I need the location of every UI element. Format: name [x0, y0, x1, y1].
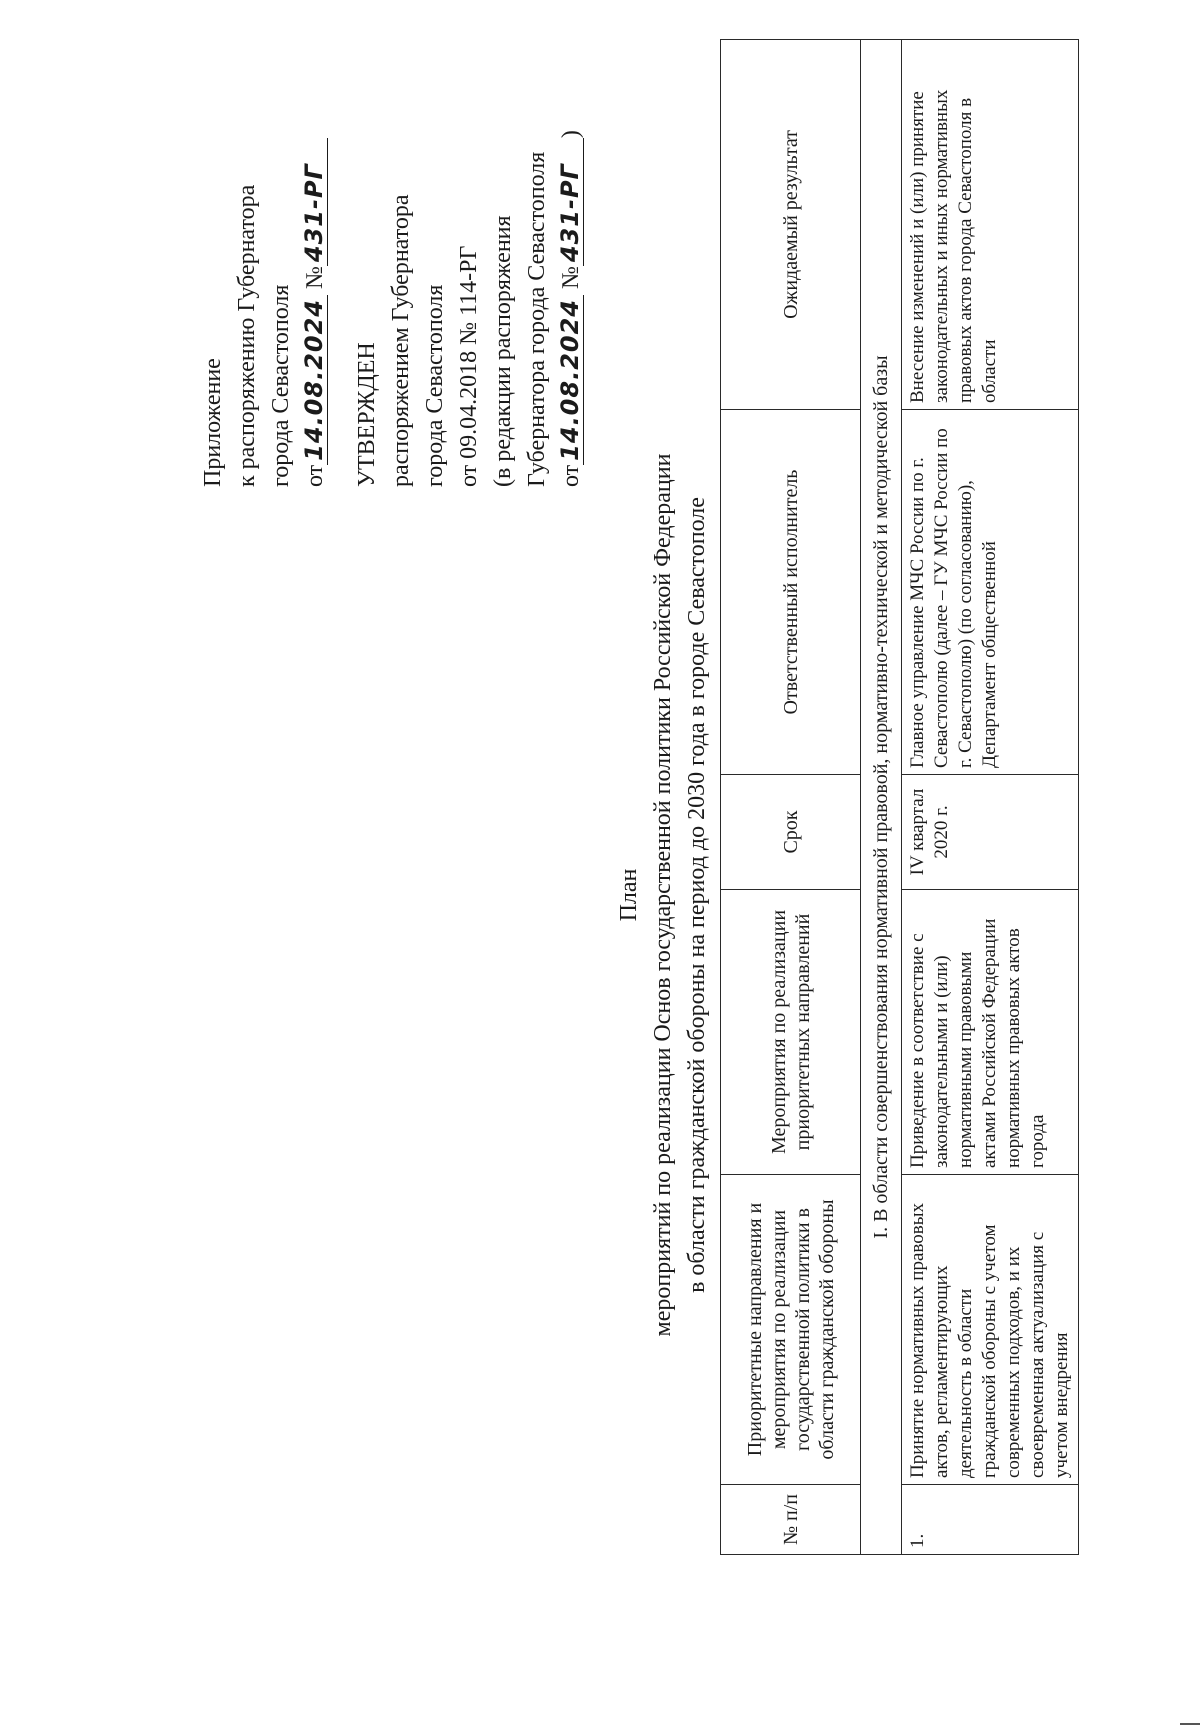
plan-title-word: План — [616, 868, 642, 922]
handwritten-number: 431-РГ — [301, 138, 328, 266]
closing-paren: ) — [558, 130, 584, 139]
cell-result: Внесение изменений и (или) принятие законодательных и иных нормативных правовых актов города Севастополя в области — [902, 40, 1079, 410]
approved-line: распоряжением Губернатора — [388, 194, 414, 487]
col-header-number: № п/п — [721, 1485, 861, 1555]
table-header-row — [721, 40, 861, 1555]
approved-line: (в редакции распоряжения — [490, 215, 516, 487]
col-header-priority: Приоритетные направления и мероприятия по реализации государственной политики в области гражданской обороны — [721, 1175, 861, 1485]
cell-measures: Приведение в соответствие с законодательными и (или) нормативными правовыми актами Российской Федерации нормативных правовых актов города — [902, 890, 1079, 1175]
number-label: № — [558, 266, 584, 289]
number-label: № — [302, 266, 328, 289]
appendix-line: города Севастополя — [268, 284, 294, 487]
col-header-measures: Мероприятия по реализации приоритетных направлений — [721, 890, 861, 1175]
section-row — [861, 40, 902, 1555]
handwritten-date: 14.08.2024 — [557, 295, 584, 465]
section-title: I. В области совершенствования нормативной правовой, нормативно-технической и методической базы — [861, 40, 902, 1555]
handwritten-number: 431-РГ — [557, 138, 584, 266]
col-header-result: Ожидаемый результат — [721, 40, 861, 410]
approved-line: города Севастополя — [422, 284, 448, 487]
appendix-date-line — [298, 67, 332, 487]
cell-executor: Главное управление МЧС России по г. Севастополю (далее – ГУ МЧС России по г. Севастополю) (по согласованию), Департамент общественной — [902, 410, 1079, 775]
plan-subtitle-line: мероприятий по реализации Основ государственной политики Российской Федерации — [650, 453, 676, 1337]
approved-line: Губернатора города Севастополя — [524, 151, 550, 487]
approved-block — [350, 0, 588, 487]
table-row — [902, 40, 1079, 1555]
approved-date-line — [554, 0, 588, 487]
plan-table — [720, 39, 1079, 1555]
approved-line: от 09.04.2018 № 114-РГ — [456, 245, 482, 487]
col-header-executor: Ответственный исполнитель — [721, 410, 861, 775]
col-header-term: Срок — [721, 775, 861, 890]
appendix-line: к распоряжению Губернатора — [234, 184, 260, 487]
handwritten-date: 14.08.2024 — [301, 295, 328, 465]
cell-term: IV квартал 2020 г. — [902, 775, 1079, 890]
approved-heading: УТВЕРЖДЕН — [354, 342, 380, 487]
appendix-heading: Приложение — [200, 358, 226, 487]
plan-subtitle-line: в области гражданской обороны на период до 2030 года в городе Севастополе — [684, 497, 710, 1293]
from-label: от — [302, 464, 328, 487]
cell-priority: Принятие нормативных правовых актов, регламентирующих деятельность в области гражданской обороны с учетом современных подходов, и их своевременная актуализация с учетом внедрения — [902, 1175, 1079, 1485]
from-label: от — [558, 464, 584, 487]
appendix-block — [196, 67, 332, 487]
cell-number: 1. — [902, 1485, 1079, 1555]
plan-title — [612, 195, 714, 1595]
